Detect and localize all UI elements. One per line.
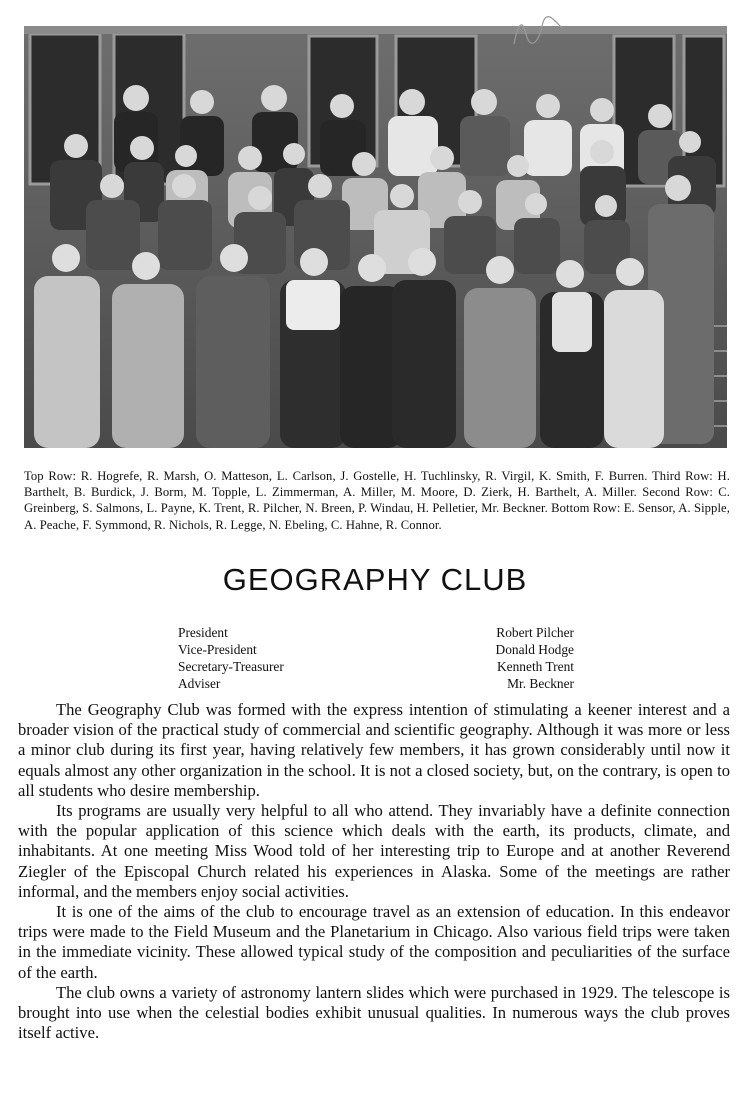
article-body (18, 700, 730, 1043)
officer-name: Donald Hodge (495, 642, 574, 657)
group-photo (24, 26, 727, 448)
officer-row (178, 658, 574, 675)
officer-name: Kenneth Trent (497, 659, 574, 674)
paragraph: The Geography Club was formed with the express intention of stimulating a keener interest and a broader vision of the practical study of commercial and scientific geography. Although it was more or less a minor club during its first year, having relatively few members, it has grown considerably until now it equals almost any other organization in the school. It is not a closed society, but, on the contrary, is open to all students who desire membership. (18, 700, 730, 800)
officer-role: Adviser (178, 676, 221, 691)
officer-role: Secretary-Treasurer (178, 659, 284, 674)
officers-list (178, 624, 574, 692)
page-title: GEOGRAPHY CLUB (222, 562, 528, 597)
paragraph: Its programs are usually very helpful to all who attend. They invariably have a definite connection with the popular application of this science which deals with the earth, its products, climate, and inhabitants. At one meeting Miss Wood told of her interesting trip to Europe and at another Reverend Ziegler of the Episcopal Church related his experiences in Alaska. Some of the meetings are rather informal, and the members enjoy social activities. (18, 801, 730, 901)
officer-role: President (178, 625, 228, 640)
officer-row (178, 641, 574, 658)
officer-name: Robert Pilcher (496, 625, 574, 640)
officer-role: Vice-President (178, 642, 257, 657)
group-photo-illustration (24, 26, 727, 448)
officer-row (178, 675, 574, 692)
officer-row (178, 624, 574, 641)
photo-caption: Top Row: R. Hogrefe, R. Marsh, O. Matteson, L. Carlson, J. Gostelle, H. Tuchlinsky, R. Virgil, K. Smith, F. Burren. Third Row: H. Barthelt, B. Burdick, J. Borm, M. Topple, L. Zimmerman, A. Miller, M. Moore, D. Zierk, H. Barthelt, A. Miller. Second Row: C. Greinberg, S. Salmons, L. Payne, K. Trent, R. Pilcher, N. Breen, P. Windau, H. Pelletier, Mr. Beckner. Bottom Row: E. Sensor, A. Sipple, A. Peache, F. Symmond, R. Nichols, R. Legge, N. Ebeling, C. Hahne, R. Connor. (24, 469, 730, 532)
officer-name: Mr. Beckner (507, 676, 574, 691)
handwritten-mark (508, 14, 568, 48)
paragraph: It is one of the aims of the club to encourage travel as an extension of education. In this endeavor trips were made to the Field Museum and the Planetarium in Chicago. Also various field trips were taken in the immediate vicinity. These allowed typical study of the composition and peculiarities of the surface of the earth. (18, 902, 730, 982)
paragraph: The club owns a variety of astronomy lantern slides which were purchased in 1929. The telescope is brought into use when the celestial bodies exhibit unusual qualities. In numerous ways the club proves itself active. (18, 982, 730, 1043)
